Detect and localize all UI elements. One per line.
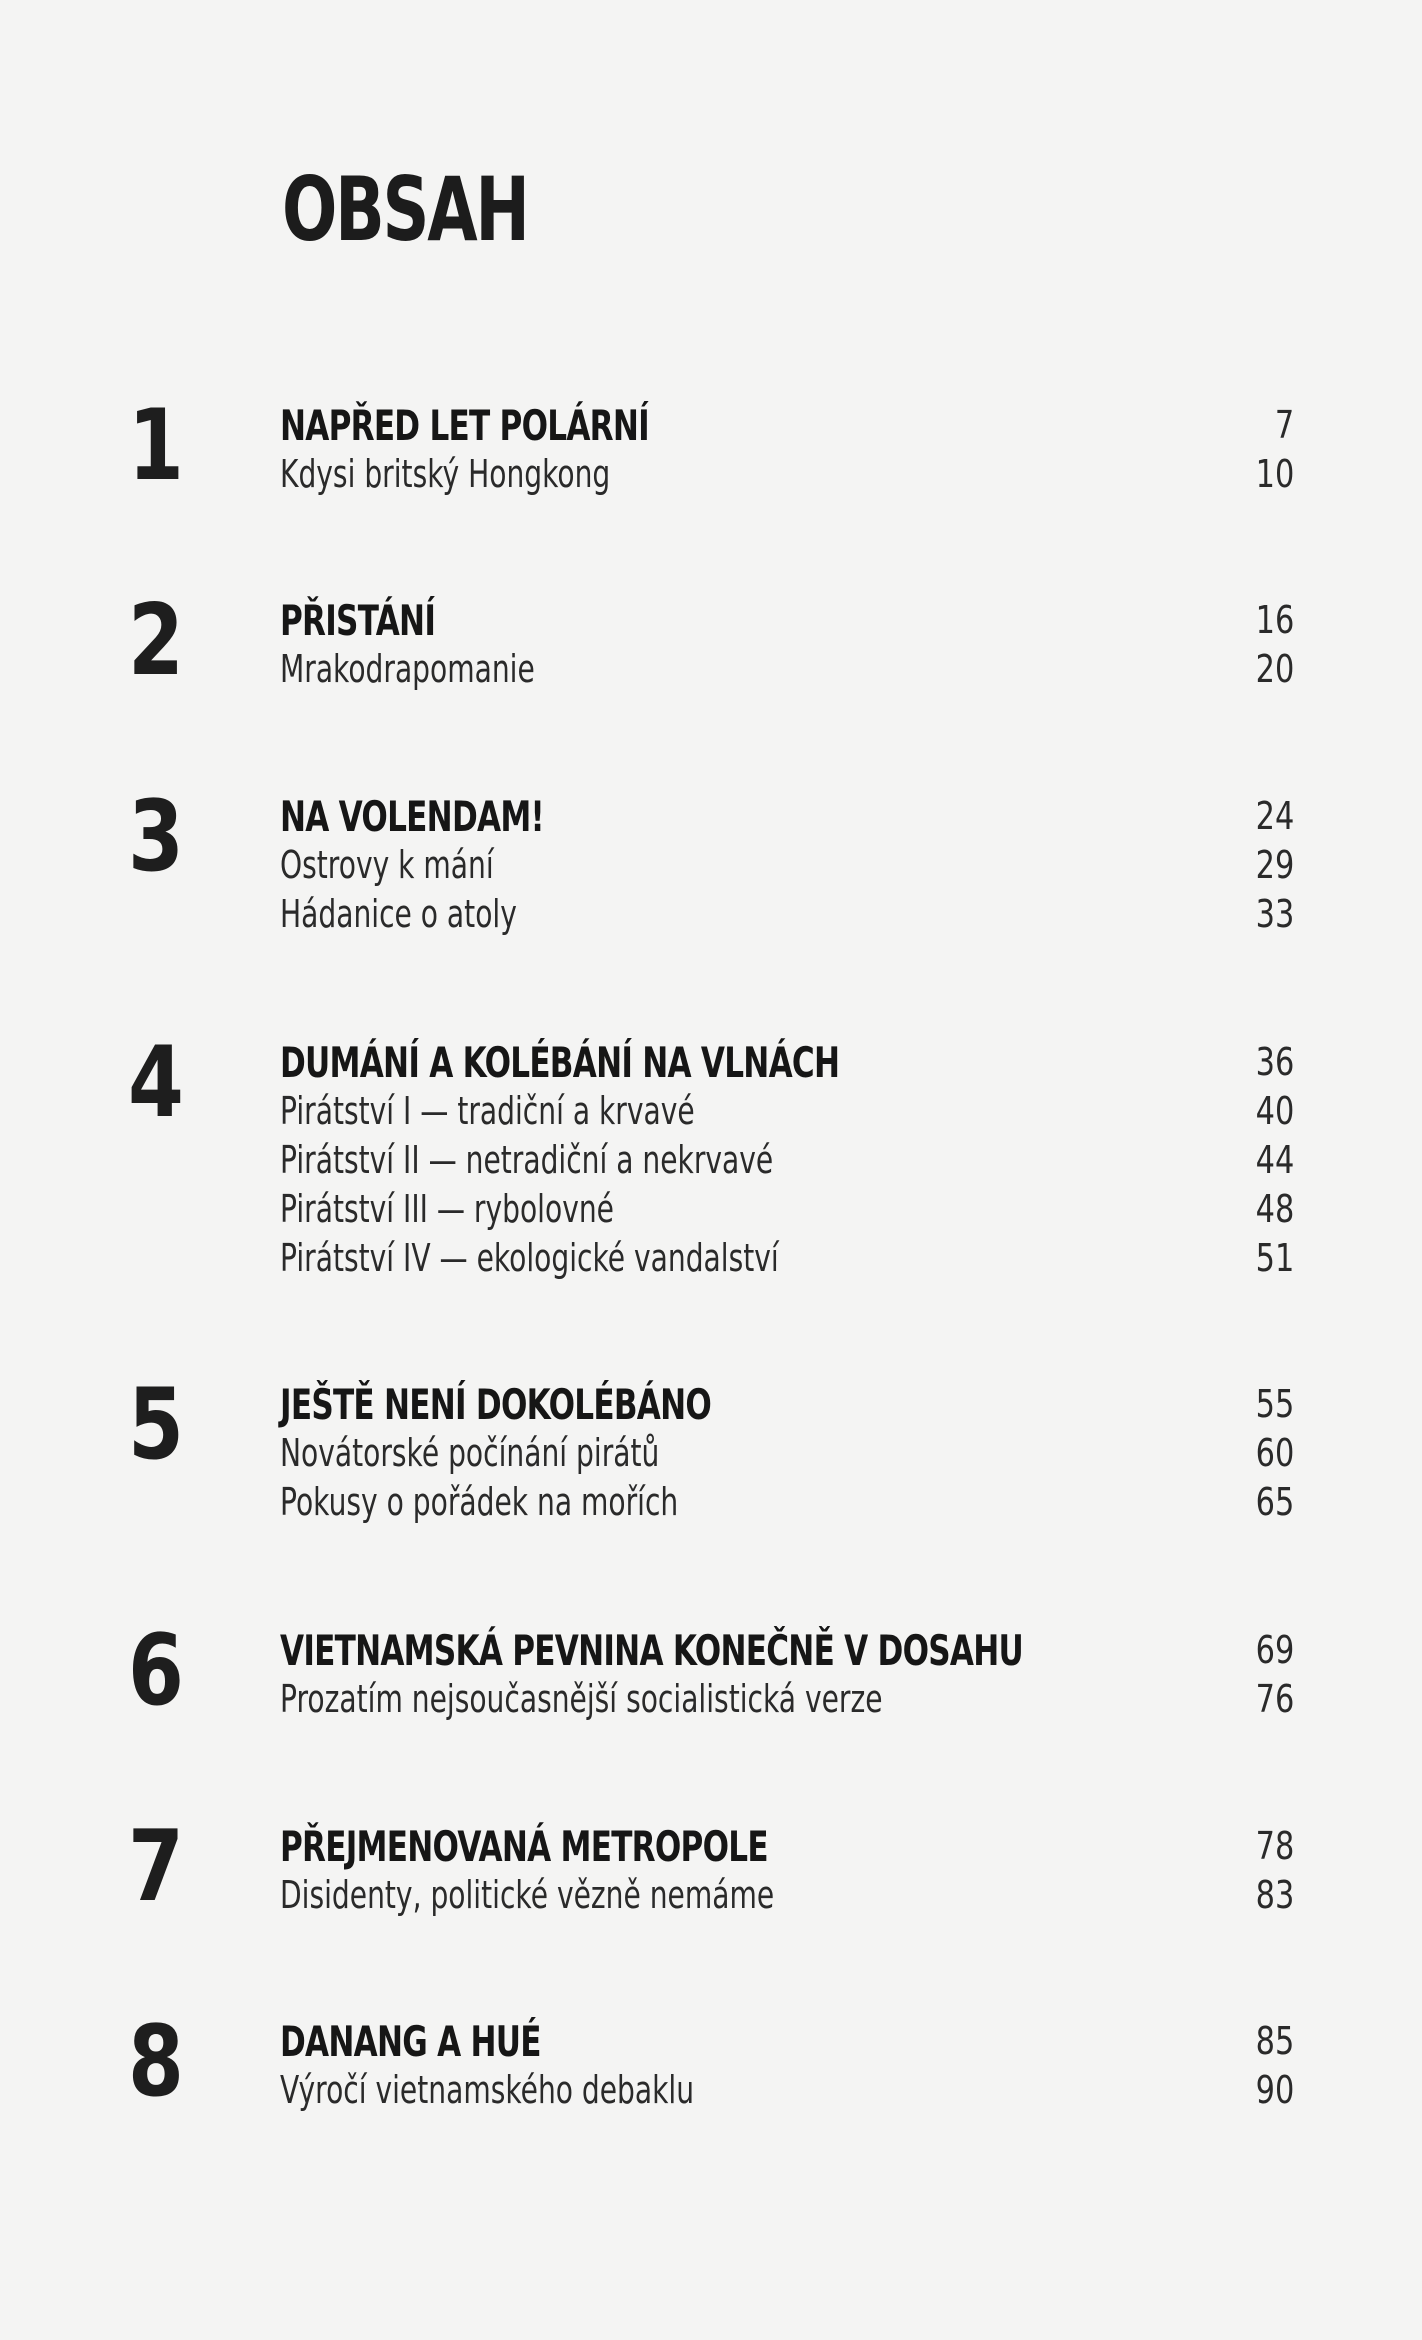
- chapter-entries: [0, 1380, 1422, 1527]
- chapter-number: 2: [128, 584, 184, 698]
- toc-entry-title: Výročí vietnamského debaklu: [280, 2068, 695, 2112]
- toc-entry-title: Disidenty, politické vězně nemáme: [280, 1873, 775, 1917]
- page-number: 90: [1255, 2068, 1294, 2112]
- page-number: 55: [1255, 1382, 1294, 1426]
- page-number: 44: [1255, 1138, 1294, 1182]
- toc-entry-row: [0, 450, 1422, 499]
- chapter-heading-row: [0, 1038, 1422, 1087]
- toc-entry-row: [0, 1871, 1422, 1920]
- chapter-entries: [0, 1038, 1422, 1283]
- page-number: 65: [1255, 1480, 1294, 1524]
- toc-entry-row: [0, 1185, 1422, 1234]
- toc-entry-title: Ostrovy k mání: [280, 843, 494, 887]
- chapter-entries: [0, 596, 1422, 694]
- page-number: 24: [1255, 794, 1294, 838]
- chapter-heading-row: [0, 1626, 1422, 1675]
- page-number: 29: [1255, 843, 1294, 887]
- chapter-heading-row: [0, 401, 1422, 450]
- toc-entry-title: Mrakodrapomanie: [280, 647, 535, 691]
- toc-entry-row: [0, 1478, 1422, 1527]
- chapter-heading-row: [0, 2017, 1422, 2066]
- page-number: 78: [1255, 1824, 1294, 1868]
- toc-entry-row: [0, 1087, 1422, 1136]
- chapter-heading: NAPŘED LET POLÁRNÍ: [280, 401, 649, 450]
- page-title: OBSAH: [282, 158, 528, 261]
- chapter-heading-row: [0, 596, 1422, 645]
- toc-entry-title: Novátorské počínání pirátů: [280, 1431, 660, 1475]
- toc-entry-row: [0, 1429, 1422, 1478]
- chapter-heading: JEŠTĚ NENÍ DOKOLÉBÁNO: [280, 1380, 712, 1429]
- page-number: 85: [1255, 2019, 1294, 2063]
- toc-entry-row: [0, 1675, 1422, 1724]
- page-number: 16: [1255, 598, 1294, 642]
- chapter-entries: [0, 1626, 1422, 1724]
- chapter-number: 3: [128, 780, 184, 894]
- chapter-heading: VIETNAMSKÁ PEVNINA KONEČNĚ V DOSAHU: [280, 1626, 1024, 1675]
- toc-entry-title: Pirátství II — netradiční a nekrvavé: [280, 1138, 774, 1182]
- toc-entry-row: [0, 890, 1422, 939]
- chapter-entries: [0, 792, 1422, 939]
- chapter-heading: DUMÁNÍ A KOLÉBÁNÍ NA VLNÁCH: [280, 1038, 840, 1087]
- toc-entry-row: [0, 1234, 1422, 1283]
- toc-entry-title: Hádanice o atoly: [280, 892, 517, 936]
- toc-entry-title: Pirátství I — tradiční a krvavé: [280, 1089, 695, 1133]
- chapter-heading-row: [0, 1380, 1422, 1429]
- chapter-heading: DANANG A HUÉ: [280, 2017, 541, 2066]
- page-number: 76: [1255, 1677, 1294, 1721]
- page-number: 60: [1255, 1431, 1294, 1475]
- chapter-heading: PŘISTÁNÍ: [280, 596, 436, 645]
- chapter-heading-row: [0, 792, 1422, 841]
- toc-entry-title: Kdysi britský Hongkong: [280, 452, 611, 496]
- toc-entry-title: Pirátství III — rybolovné: [280, 1187, 614, 1231]
- chapter-heading: NA VOLENDAM!: [280, 792, 544, 841]
- toc-entry-row: [0, 841, 1422, 890]
- chapter-entries: [0, 401, 1422, 499]
- chapter-number: 1: [128, 389, 184, 503]
- toc-entry-row: [0, 2066, 1422, 2115]
- page-number: 20: [1255, 647, 1294, 691]
- page-number: 83: [1255, 1873, 1294, 1917]
- toc-entry-title: Pokusy o pořádek na mořích: [280, 1480, 679, 1524]
- page-number: 7: [1274, 403, 1294, 447]
- chapter-heading: PŘEJMENOVANÁ METROPOLE: [280, 1822, 768, 1871]
- page-number: 40: [1255, 1089, 1294, 1133]
- page-number: 10: [1255, 452, 1294, 496]
- chapter-number: 8: [128, 2005, 184, 2119]
- chapter-heading-row: [0, 1822, 1422, 1871]
- chapter-number: 4: [128, 1026, 184, 1140]
- toc-entry-row: [0, 1136, 1422, 1185]
- chapter-entries: [0, 1822, 1422, 1920]
- page-number: 69: [1255, 1628, 1294, 1672]
- chapter-number: 5: [128, 1368, 184, 1482]
- toc-entry-title: Pirátství IV — ekologické vandalství: [280, 1236, 779, 1280]
- chapter-number: 7: [128, 1810, 184, 1924]
- page-number: 33: [1255, 892, 1294, 936]
- page-number: 51: [1255, 1236, 1294, 1280]
- toc-entry-title: Prozatím nejsoučasnější socialistická verze: [280, 1677, 883, 1721]
- chapter-number: 6: [128, 1614, 184, 1728]
- toc-entry-row: [0, 645, 1422, 694]
- page-number: 36: [1255, 1040, 1294, 1084]
- chapter-entries: [0, 2017, 1422, 2115]
- page-number: 48: [1255, 1187, 1294, 1231]
